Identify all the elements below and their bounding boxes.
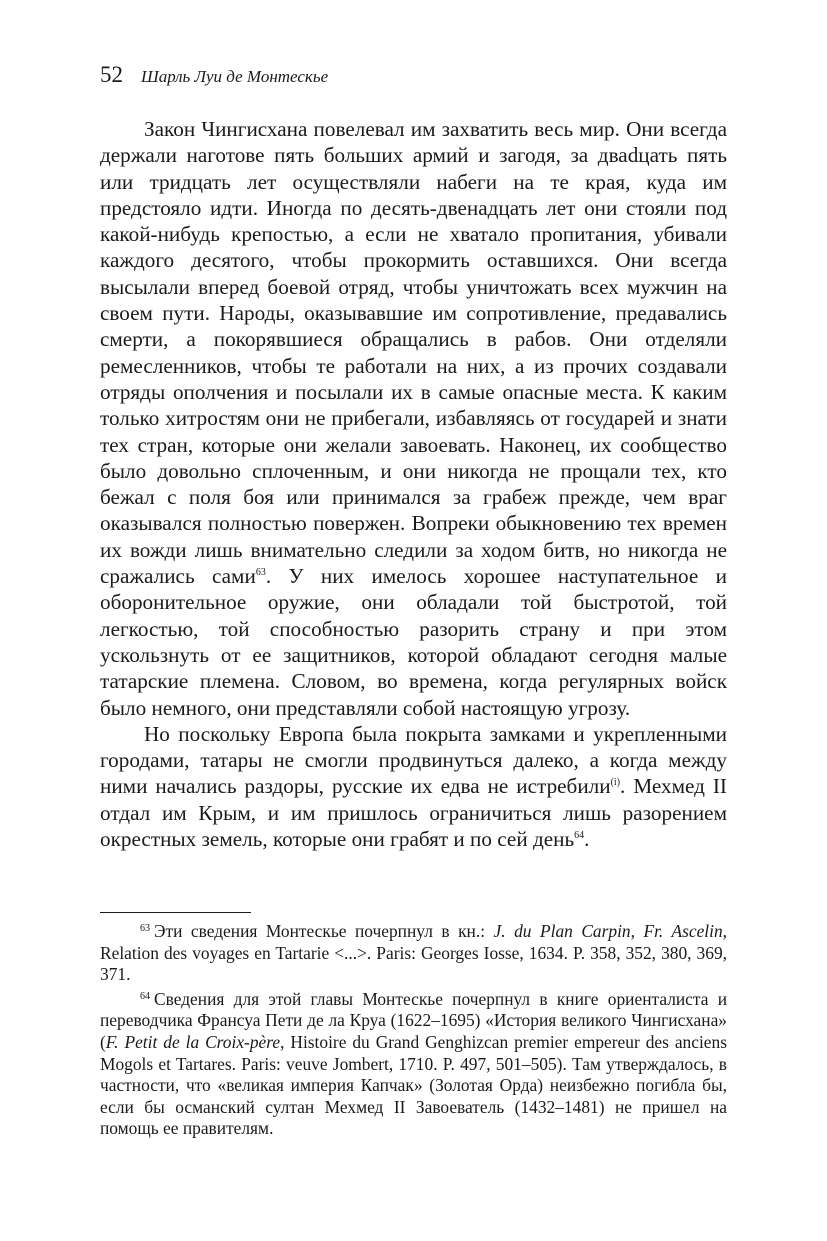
footnote-ref-63[interactable]: 63 <box>255 566 266 578</box>
footnote-italic-authors: J. du Plan Carpin, Fr. Ascelin <box>493 921 723 941</box>
footnote-63 <box>100 918 727 986</box>
footnote-mark: 63 <box>140 923 150 934</box>
footnote-64 <box>100 986 727 1140</box>
footnote-italic-author: F. Petit de la Croix-père <box>105 1031 281 1052</box>
paragraph-2-text-b: . Мехмед II отдал им Крым, и им пришлось ограничиться лишь разорением окрестных земель, которые они грабят и по сей день <box>100 774 727 852</box>
paragraph-1-text-b: . У них имелось хорошее наступательное и оборонительное оружие, они обладали той быстротой, той легкостью, той способностью разорить страну и при этом ускользнуть от ее защитников, которой обладают сегодня малые татарские племена. Словом, во времена, когда регулярных войск было немного, они представляли собой настоящую угрозу. <box>100 564 727 720</box>
paragraph-2-text-c: . <box>584 827 590 852</box>
footnotes <box>100 918 727 1140</box>
footnote-text: Сведения для этой главы Монтескье почерпнул в книге ориенталиста и переводчика Франсуа Пети де ла Круа (1622–1695) «История великого Чингисхана» ( <box>100 988 727 1052</box>
main-text <box>100 116 727 852</box>
page-number: 52 <box>100 62 123 87</box>
running-header <box>100 62 328 92</box>
paragraph-1 <box>100 116 727 721</box>
footnote-mark: 64 <box>140 990 150 1002</box>
footnote-separator <box>100 912 251 913</box>
paragraph-1-text-a: Закон Чингисхана повелевал им захватить весь мир. Они всегда держали наготове пять больших армий и загодя, за дваdцать пять или тридцать лет осуществляли набеги на те края, куда им предстояло идти. Иногда по десять-двенадцать лет они стояли под какой-нибудь крепостью, а если не хватало пропитания, убивали каждого десятого, чтобы прокормить оставшихся. Они всегда высылали вперед боевой отряд, чтобы уничтожать всех мужчин на своем пути. Народы, оказывавшие им сопротивление, предавались смерти, а покорявшиеся обращались в рабов. Они отделяли ремесленников, чтобы те работали на них, а из прочих создавали отряды ополчения и посылали их в самые опасные места. К каким только хитростям они не прибегали, избавляясь от государей и знати тех стран, которые они желали завоевать. Наконец, их сообщество было довольно сплоченным, и они никогда не прощали тех, кто бежал с поля боя или принимался за грабеж прежде, чем враг оказывался полностью повержен. Вопреки обыкновению тех времен их вожди лишь внимательно следили за ходом битв, но никогда не сражались сами <box>100 117 727 589</box>
footnote-text: Эти сведения Монтескье почерпнул в кн.: <box>154 921 494 941</box>
paragraph-2-text-a: Но поскольку Европа была покрыта замками и укрепленными городами, татары не смогли продвинуться далеко, а когда между ними начались раздоры, русские их едва не истребили <box>100 721 727 799</box>
footnote-ref-64[interactable]: 64 <box>574 829 585 841</box>
endnote-ref-i[interactable]: (i) <box>610 777 621 789</box>
paragraph-2 <box>100 721 727 852</box>
running-title: Шарль Луи де Монтескье <box>141 67 329 86</box>
footnote-text: , Histoire du Grand Genghizcan premier empereur des anciens Mogols et Tartares. Paris: veuve Jombert, 1710. P. 497, 501–505). Там утверждалось, в частности, что «великая империя Капчак» (Золотая Орда) неизбежно погибла бы, если бы османский султан Мехмед II Завоеватель (1432–1481) не пришел на помощь ее правителям. <box>100 1031 727 1139</box>
footnote-text: , Relation des voyages en Tartarie <...>. Paris: Georges Iosse, 1634. P. 358, 352, 380, 369, 371. <box>100 921 728 985</box>
